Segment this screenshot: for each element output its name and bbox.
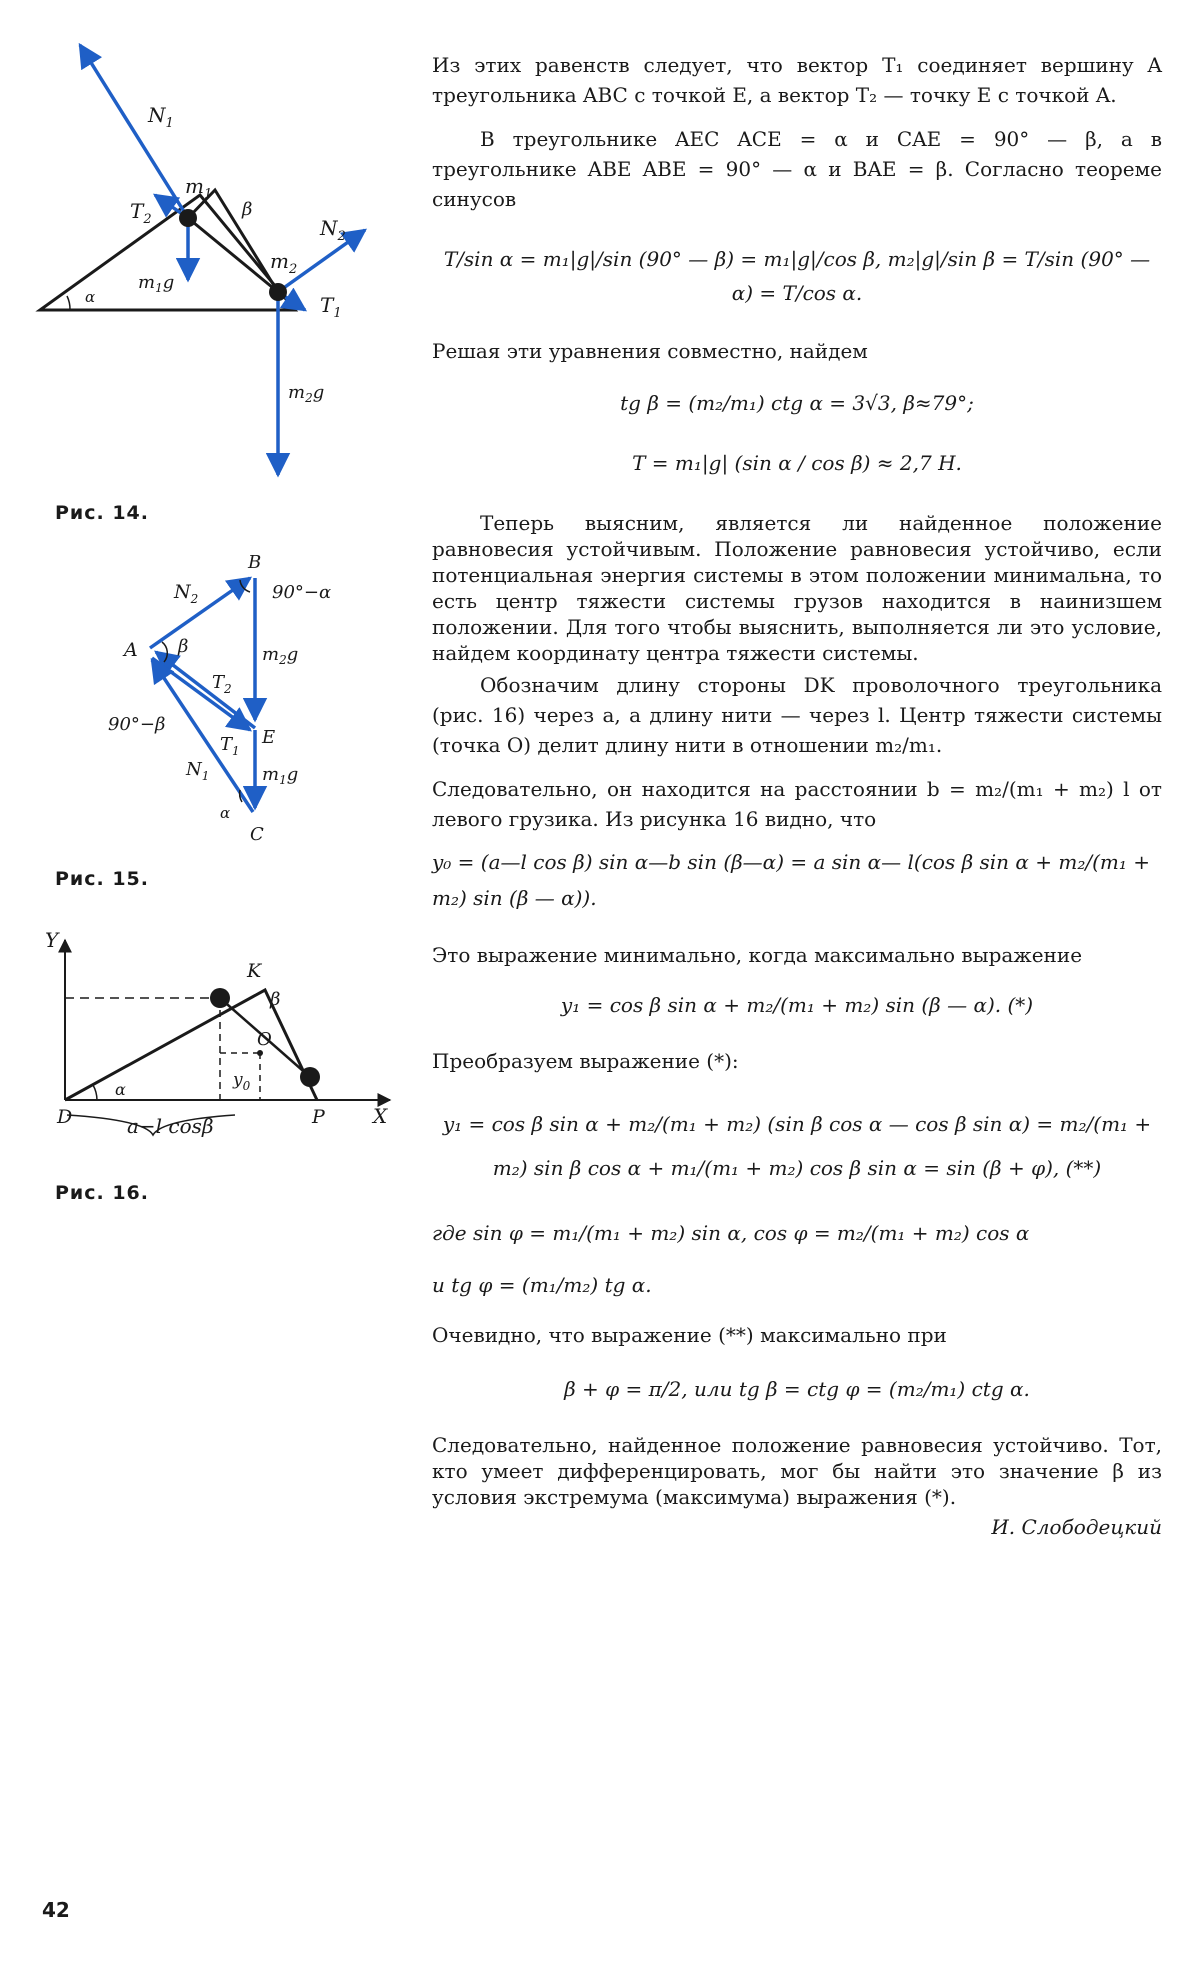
svg-text:y0: $y_0$ bbox=[233, 1070, 251, 1093]
equation-9: β + φ = π/2, или tg β = ctg φ = (m₂/m₁) ctg α. bbox=[564, 1377, 1030, 1401]
paragraph-10: Следовательно, найденное положение равновесия устойчиво. Тот, кто умеет дифференцировать, мог бы найти это значение β из условия экстремума (максимума) выражения (*). bbox=[432, 1433, 1162, 1509]
svg-text:D: D bbox=[57, 1106, 73, 1128]
svg-text:m1g: $m_1g$ bbox=[262, 764, 299, 787]
figure-16 bbox=[35, 925, 405, 1150]
mass-m2 bbox=[269, 283, 287, 301]
string-line bbox=[188, 218, 278, 292]
paragraph-9: Очевидно, что выражение (**) максимально при bbox=[432, 1323, 947, 1347]
svg-text:β: β bbox=[270, 989, 281, 1010]
svg-text:B: B bbox=[248, 552, 262, 573]
svg-text:N1: $N_1$ bbox=[148, 103, 174, 131]
svg-text:N1: $N_1$ bbox=[186, 759, 210, 783]
author-signature: И. Слободецкий bbox=[991, 1515, 1162, 1539]
equation-4: y₀ = (a—l cos β) sin α—b sin (β—α) = a sin α— l(cos β sin α + m₂/(m₁ + m₂) sin (β — α)). bbox=[432, 850, 1150, 910]
svg-text:N2: $N_2$ bbox=[174, 581, 199, 606]
svg-text:T2: $T_2$ bbox=[212, 672, 232, 696]
svg-text:A: A bbox=[124, 639, 138, 661]
vertex-wire bbox=[188, 190, 278, 292]
paragraph-3: Решая эти уравнения совместно, найдем bbox=[432, 339, 868, 363]
paragraph-4: Теперь выясним, является ли найденное положение равновесия устойчивым. Положение равновесия устойчиво, если потенциальная энергия системы в этом положении минимальна, то есть центр тяжести системы грузов находится в наинизшем положении. Для того чтобы выяснить, выполняется ли это условие, найдем координату центра тяжести системы. bbox=[432, 511, 1162, 665]
mass-right bbox=[300, 1067, 320, 1087]
svg-text:C: C bbox=[250, 824, 264, 845]
angle-alpha-arc bbox=[67, 296, 70, 310]
svg-text:Y: Y bbox=[45, 928, 59, 952]
svg-text:m2g: $m_2g$ bbox=[288, 382, 325, 405]
svg-text:α: α bbox=[115, 1080, 126, 1099]
svg-text:m1: $m_1$ bbox=[185, 174, 213, 202]
svg-text:β: β bbox=[178, 636, 189, 657]
vector-N1 bbox=[152, 660, 253, 812]
page-number: 42 bbox=[42, 1898, 70, 1922]
svg-text:X: X bbox=[373, 1104, 388, 1128]
svg-text:a−l cosβ: a−l cosβ bbox=[127, 1114, 214, 1138]
svg-text:T2: $T_2$ bbox=[130, 199, 152, 227]
svg-text:α: α bbox=[220, 804, 231, 822]
figure-15-caption: Рис. 15. bbox=[55, 868, 149, 890]
svg-text:O: O bbox=[257, 1029, 272, 1050]
figure-14-caption: Рис. 14. bbox=[55, 502, 149, 524]
svg-text:E: E bbox=[262, 727, 276, 748]
svg-text:m2: $m_2$ bbox=[270, 249, 298, 277]
figure-14 bbox=[30, 30, 390, 490]
point-O bbox=[257, 1050, 263, 1056]
svg-text:m1g: $m_1g$ bbox=[138, 272, 175, 295]
svg-text:T1: $T_1$ bbox=[220, 734, 240, 758]
svg-text:m2g: $m_2g$ bbox=[262, 644, 299, 667]
vector-T1 bbox=[152, 658, 250, 730]
paragraph-6: Следовательно, он находится на расстоянии b = m₂/(m₁ + m₂) l от левого грузика. Из рисунка 16 видно, что bbox=[432, 777, 1162, 831]
svg-text:T1: $T_1$ bbox=[320, 293, 342, 321]
equation-2: tg β = (m₂/m₁) ctg α = 3√3, β≈79°; bbox=[620, 391, 974, 415]
figure-15 bbox=[90, 550, 370, 850]
svg-text:P: P bbox=[312, 1106, 325, 1128]
paragraph-2: В треугольнике AEC ACE = α и CAE = 90° — β, а в треугольнике ABE ABE = 90° — α и BAE = β. Согласно теореме синусов bbox=[432, 127, 1162, 211]
equation-6: y₁ = cos β sin α + m₂/(m₁ + m₂) (sin β cos α — cos β sin α) = m₂/(m₁ + m₂) sin β cos α + m₁/(m₁ + m₂) cos β sin α = sin (β + φ), (**) bbox=[442, 1112, 1152, 1180]
mass-m1 bbox=[179, 209, 197, 227]
paragraph-1: Из этих равенств следует, что вектор T₁ соединяет вершину A треугольника ABC с точкой E, а вектор T₂ — точку E с точкой A. bbox=[432, 53, 1162, 107]
equation-7: где sin φ = m₁/(m₁ + m₂) sin α, cos φ = m₂/(m₁ + m₂) cos α bbox=[432, 1221, 1030, 1245]
paragraph-7: Это выражение минимально, когда максимально выражение bbox=[432, 943, 1083, 967]
svg-text:K: K bbox=[247, 960, 262, 982]
svg-text:N2: $N_2$ bbox=[320, 216, 346, 244]
svg-text:α: α bbox=[85, 288, 96, 306]
equation-1: T/sin α = m₁|g|/sin (90° — β) = m₁|g|/cos β, m₂|g|/sin β = T/sin (90° — α) = T/cos α. bbox=[443, 247, 1151, 305]
vector-N2 bbox=[150, 578, 250, 648]
equation-5: y₁ = cos β sin α + m₂/(m₁ + m₂) sin (β — α). (*) bbox=[560, 993, 1034, 1017]
svg-text:90°−β: 90°−β bbox=[108, 714, 166, 735]
mass-left bbox=[210, 988, 230, 1008]
text-column bbox=[432, 50, 1162, 1540]
paragraph-8: Преобразуем выражение (*): bbox=[432, 1049, 739, 1073]
svg-text:90°−α: 90°−α bbox=[272, 582, 332, 603]
svg-text:β: β bbox=[242, 199, 253, 220]
equation-3: T = m₁|g| (sin α / cos β) ≈ 2,7 Н. bbox=[632, 451, 962, 475]
vector-N1 bbox=[80, 45, 188, 218]
figure-16-caption: Рис. 16. bbox=[55, 1182, 149, 1204]
paragraph-5: Обозначим длину стороны DK проволочного треугольника (рис. 16) через a, а длину нити — через l. Центр тяжести системы (точка O) делит длину нити в отношении m₂/m₁. bbox=[432, 673, 1162, 757]
equation-8: и tg φ = (m₁/m₂) tg α. bbox=[432, 1273, 652, 1297]
